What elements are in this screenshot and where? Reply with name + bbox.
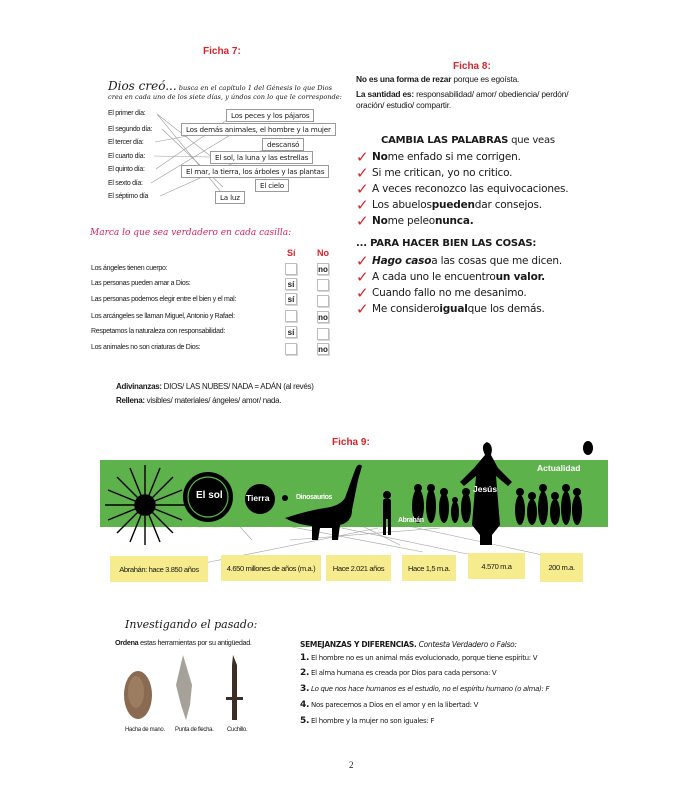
si-checkbox[interactable]: sí <box>285 278 297 290</box>
checkmark-icon: ✓ <box>356 284 369 302</box>
si-checkbox[interactable]: sí <box>285 326 297 338</box>
para-item: ✓ Cuando fallo no me desanimo. <box>356 284 527 302</box>
statement: Los arcángeles se llaman Miguel, Antonio y Rafael: <box>91 313 235 320</box>
checkmark-icon: ✓ <box>356 180 369 198</box>
investigando-title: Investigando el pasado: <box>125 618 258 631</box>
page-number: 2 <box>349 760 354 770</box>
vf-item: 5. El hombre y la mujer no son iguales: F <box>300 716 435 726</box>
vf-item: 3. Lo que nos hace humanos es el estudio, no el espíritu humano (o alma): F <box>300 684 550 694</box>
answer-box: Los demás animales, el hombre y la mujer <box>181 123 336 136</box>
day-label: El séptimo día <box>108 193 149 200</box>
label-el-sol: El sol <box>196 490 223 501</box>
rellena-label: Rellena: <box>116 396 145 405</box>
checkmark-icon: ✓ <box>356 300 369 318</box>
cambia-title-bold: CAMBIA LAS PALABRAS <box>381 135 509 146</box>
answer-box: El cielo <box>255 179 289 192</box>
ficha8-line2 <box>356 89 581 111</box>
line2-rest: responsabilidad/ amor/ obediencia/ perdón/ oración/ estudio/ compartir. <box>356 89 569 110</box>
ficha8-title: Ficha 8: <box>453 61 491 72</box>
col-no-header: No <box>317 248 329 258</box>
answer-box: El mar, la tierra, los árboles y las plantas <box>181 165 329 178</box>
ficha8-line1 <box>356 74 606 85</box>
semejanzas-title-rest: Contesta Verdadero o Falso: <box>416 640 517 649</box>
line1-bold: No es una forma de rezar <box>356 74 452 84</box>
para-item: ✓ A cada uno le encuentro un valor. <box>356 268 545 286</box>
no-checkbox[interactable]: no <box>318 313 328 322</box>
no-checkbox[interactable] <box>317 295 329 307</box>
cambia-item: ✓ A veces reconozco las equivocaciones. <box>356 180 569 198</box>
no-checkbox[interactable]: no <box>318 265 328 274</box>
label-abrahan: Abrahán <box>398 517 424 524</box>
cambia-title-rest: que veas <box>508 135 555 146</box>
para-item: ✓ Me considero igual que los demás. <box>356 300 545 318</box>
adivinanzas-text: DIOS/ LAS NUBES/ NADA = ADÁN (al revés) <box>161 382 314 391</box>
vf-item: 2. El alma humana es creada por Dios para cada persona: V <box>300 668 497 678</box>
date-box: 4.650 millones de años (m.a.) <box>221 555 321 581</box>
semejanzas-title <box>300 640 517 649</box>
semejanzas-title-bold: SEMEJANZAS Y DIFERENCIAS. <box>300 640 417 649</box>
no-checkbox[interactable] <box>317 328 329 340</box>
si-checkbox[interactable] <box>285 343 297 355</box>
line2-bold: La santidad es: <box>356 89 414 99</box>
ordena-bold: Ordena <box>115 638 139 647</box>
cambia-item: ✓ Si me critican, yo no critico. <box>356 164 513 182</box>
ordena-rest: estas herramientas por su antigüedad. <box>138 638 252 647</box>
checkmark-icon: ✓ <box>356 196 369 214</box>
cambia-item: ✓ No me peleo nunca. <box>356 212 474 230</box>
vf-item: 1. El hombre no es un animal más evolucionado, porque tiene espíritu: V <box>300 653 538 663</box>
date-box: Hace 1,5 m.a. <box>402 555 456 581</box>
tool-caption: Hacha de mano. <box>125 727 165 733</box>
label-jesus: Jesús <box>473 484 498 494</box>
tools-images <box>118 650 268 725</box>
answer-box: Los peces y los pájaros <box>226 109 314 122</box>
ficha9-title: Ficha 9: <box>332 437 370 448</box>
ficha7-title: Ficha 7: <box>203 46 241 57</box>
label-tierra: Tierra <box>246 493 270 503</box>
rellena-text: visibles/ materiales/ ángeles/ amor/ nada. <box>144 396 282 405</box>
cambia-item: ✓ Los abuelos pueden dar consejos. <box>356 196 542 214</box>
rellena-line <box>116 396 281 405</box>
knife-image <box>226 655 243 720</box>
checkmark-icon: ✓ <box>356 268 369 286</box>
label-actualidad: Actualidad <box>537 463 581 473</box>
date-box: Hace 2.021 años <box>326 555 391 581</box>
si-checkbox[interactable]: sí <box>285 293 297 305</box>
no-checkbox[interactable]: no <box>318 345 328 354</box>
label-dinosaurios: Dinosaurios <box>296 494 333 501</box>
col-si-header: Sí <box>287 248 296 258</box>
cambia-title <box>381 135 555 146</box>
day-label: El sexto día: <box>108 180 143 187</box>
day-label: El primer día: <box>108 110 146 117</box>
statement: Los animales no son criaturas de Dios: <box>91 344 201 351</box>
intro-text: busca en el capítulo 1 del Génesis lo que Dios crea en cada uno de los siete días, y úndos con lo que le corresponde: <box>108 84 342 101</box>
date-box: 200 m.a. <box>540 553 583 582</box>
adivinanzas-label: Adivinanzas: <box>116 382 162 391</box>
statement: Respetamos la naturaleza con responsabilidad: <box>91 328 225 335</box>
adivinanzas-line <box>116 382 314 391</box>
statement: Las personas podemos elegir entre el bien y el mal: <box>91 296 237 303</box>
day-label: El cuarto día: <box>108 153 146 160</box>
day-label: El tercer día: <box>108 139 144 146</box>
day-label: El quinto día: <box>108 166 145 173</box>
timeline-graphics <box>100 440 610 550</box>
tool-caption: Cuchillo. <box>227 727 248 733</box>
tf-heading: Marca lo que sea verdadero en cada casilla: <box>90 228 292 238</box>
cambia-item: ✓ No me enfado si me corrigen. <box>356 148 521 166</box>
checkmark-icon: ✓ <box>356 164 369 182</box>
intro-heading: Dios creó... <box>108 79 177 93</box>
checkmark-icon: ✓ <box>356 252 369 270</box>
day-label: El segundo día: <box>108 126 153 133</box>
para-item: ✓ Hago caso a las cosas que me dicen. <box>356 252 563 270</box>
statement: Las personas pueden amar a Dios: <box>91 280 191 287</box>
para-title: ... PARA HACER BIEN LAS COSAS: <box>356 238 537 249</box>
statement: Los ángeles tienen cuerpo: <box>91 265 168 272</box>
si-checkbox[interactable] <box>285 263 297 275</box>
answer-box: El sol, la luna y las estrellas <box>210 151 313 164</box>
arrowhead-image <box>176 655 192 720</box>
tool-caption: Punta de flecha. <box>175 727 214 733</box>
answer-box: descansó <box>262 138 304 151</box>
checkmark-icon: ✓ <box>356 212 369 230</box>
line1-rest: porque es egoísta. <box>451 74 520 84</box>
vf-item: 4. Nos parecemos a Dios en el amor y en la libertad: V <box>300 700 479 710</box>
checkmark-icon: ✓ <box>356 148 369 166</box>
big-bang-icon <box>105 465 185 545</box>
no-checkbox[interactable] <box>317 279 329 291</box>
date-box: Abrahán: hace 3.850 años <box>110 556 208 582</box>
si-checkbox[interactable] <box>285 310 297 322</box>
date-box: 4.570 m.a <box>468 553 525 579</box>
answer-box: La luz <box>215 191 245 204</box>
ordena-line <box>115 638 252 647</box>
